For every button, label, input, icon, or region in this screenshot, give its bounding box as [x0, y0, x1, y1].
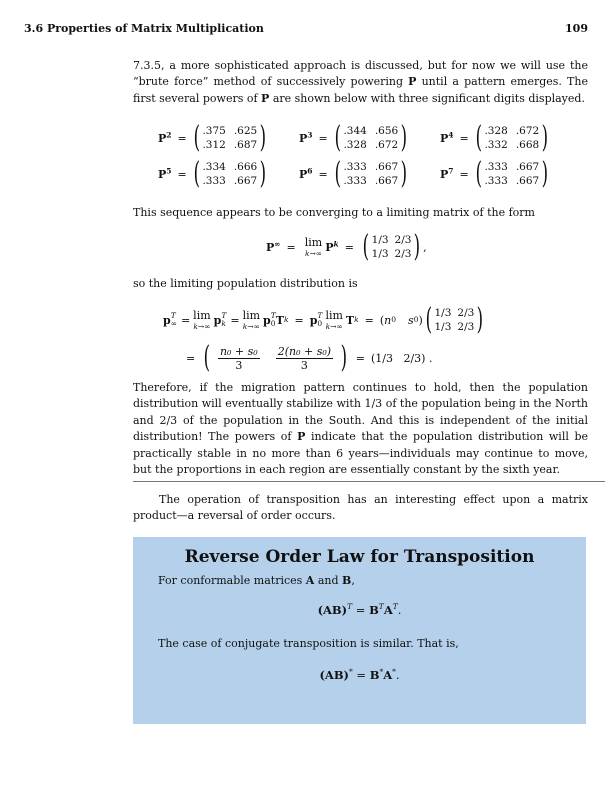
matrix-p2: $P^2$ = ( .375 .625 .312 .687 )	[158, 120, 267, 155]
limit-equation: P∞ = lim k→∞ $P^k$ = ( 1/3 2/3 1/3 2/3 ) ,	[266, 229, 427, 264]
conjugate-statement: The case of conjugate transposition is similar. That is,	[158, 637, 459, 650]
therefore-paragraph: Therefore, if the migration pattern continues to hold, then the population distribution will eventually stabilize with 1/3 of the population being in the North and 2/3 of the population in the South. And this is independent of the initial distribution! The powers of P indicate that the population distribution will be practically stable in no more than 6 years—individuals may continue to move, but the proportions in each region are essentially constant by the sixth year.	[133, 381, 588, 477]
section-title: 3.6 Properties of Matrix Multiplication	[24, 22, 264, 35]
conjugate-formula: (AB)* = B*A*.	[319, 667, 400, 682]
distribution-intro: so the limiting population distribution is	[133, 277, 358, 290]
transpose-formula: $(AB)^T = B^TA^T$.	[317, 602, 402, 617]
running-head	[24, 22, 588, 38]
distribution-equation-line-2: = ( $\frac{\text{n₀ + s₀}}{3}$ $\frac{\text{2(n₀ + s₀)}}{3}$ ) = (1/3 2/3) .	[186, 340, 433, 375]
matrix-p4: $P^4$ = ( .328 .672 .332 .668 )	[440, 120, 549, 155]
powers-row-1	[0, 121, 610, 155]
matrix-p7: $P^7$ = ( .333 .667 .333 .667 )	[440, 156, 549, 191]
matrix-p5: $P^5$ = ( .334 .666 .333 .667 )	[158, 156, 267, 191]
transposition-paragraph: The operation of transposition has an interesting effect upon a matrix product—a reversal of order occurs.	[133, 493, 588, 523]
page-number: 109	[565, 22, 588, 35]
theorem-statement: For conformable matrices A and B,	[158, 574, 355, 587]
distribution-equation-line-1: p T ∞ = lim k→∞ p T k = lim k→∞ p T 0 T k = p T 0 lim k→∞ T k = ( n 0 s 0 ) ( 1/3 2/3 1/3 2/3 )	[163, 302, 484, 337]
theorem-box	[133, 537, 586, 724]
intro-paragraph: 7.3.5, a more sophisticated approach is discussed, but for now we will use the “brute force” method of successively powering P until a pattern emerges. The first several powers of P are shown below with three significant digits displayed.	[133, 59, 588, 105]
limit-intro: This sequence appears to be converging to a limiting matrix of the form	[133, 206, 535, 219]
powers-row-2	[0, 157, 610, 191]
matrix-p6: $P^6$ = ( .333 .667 .333 .667 )	[299, 156, 408, 191]
matrix-p3: $P^3$ = ( .344 .656 .328 .672 )	[299, 120, 408, 155]
section-divider	[133, 481, 605, 482]
theorem-title: Reverse Order Law for Transposition	[184, 547, 535, 567]
